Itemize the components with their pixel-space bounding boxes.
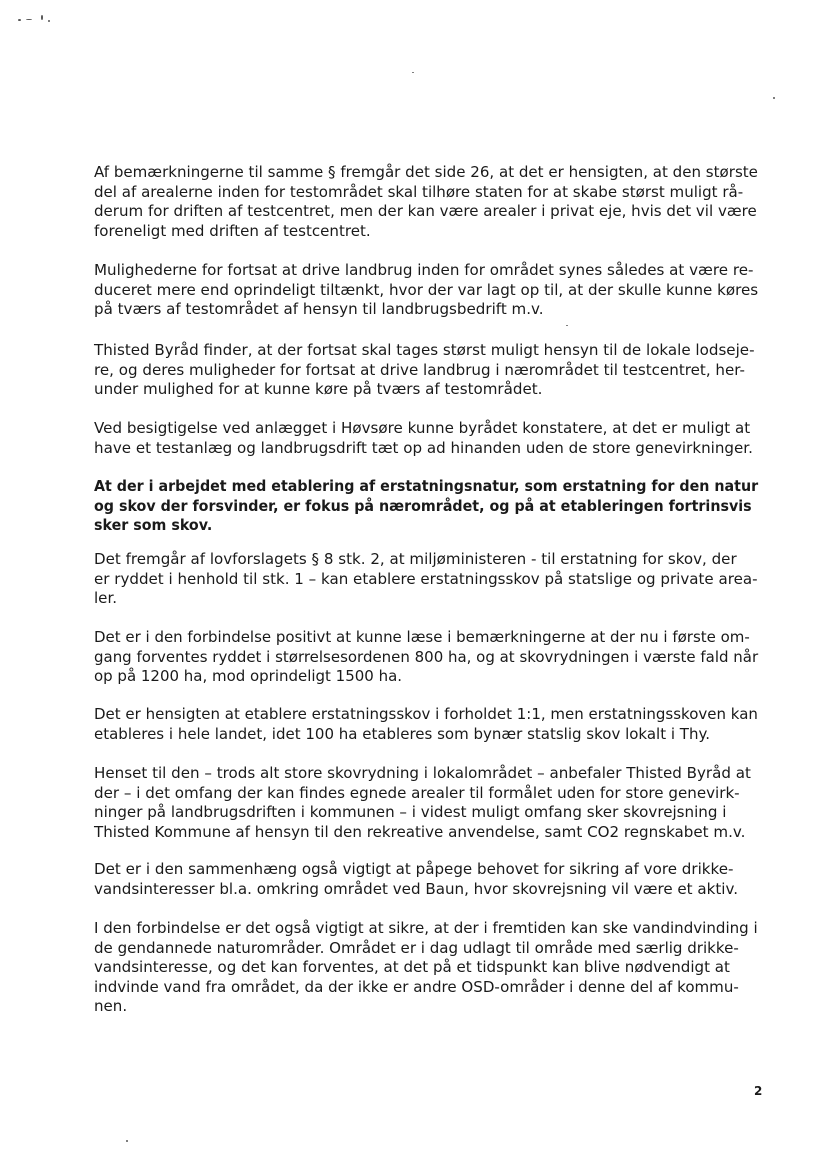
text-line: de gendannede naturområder. Området er i dag udlagt til område med særlig drikke- bbox=[94, 938, 739, 957]
paragraph bbox=[94, 261, 758, 320]
text-line: duceret mere end oprindeligt tiltænkt, hvor der var lagt op til, at der skulle kunne køres bbox=[94, 280, 759, 299]
text-line: er ryddet i henhold til stk. 1 – kan etablere erstatningsskov på statslige og private area- bbox=[94, 569, 758, 588]
text-line: under mulighed for at kunne køre på tværs af testområdet. bbox=[94, 380, 543, 399]
text-line: og skov der forsvinder, er fokus på nærområdet, og på at etableringen fortrinsvis bbox=[94, 496, 752, 515]
text-line: nen. bbox=[94, 997, 128, 1016]
paragraph bbox=[94, 341, 755, 400]
text-line: Det fremgår af lovforslagets § 8 stk. 2, at miljøministeren - til erstatning for skov, der bbox=[94, 550, 737, 568]
paragraph bbox=[94, 705, 762, 744]
text-line: op på 1200 ha, mod oprindeligt 1500 ha. bbox=[94, 667, 403, 686]
text-line: del af arealerne inden for testområdet skal tilhøre staten for at skabe størst muligt rå- bbox=[94, 182, 744, 201]
scan-speck bbox=[18, 19, 21, 21]
page-number: 2 bbox=[754, 1084, 763, 1098]
text-line: At der i arbejdet med etablering af erstatningsnatur, som erstatning for den natur bbox=[94, 477, 759, 495]
text-line: foreneligt med driften af testcentret. bbox=[94, 221, 371, 240]
text-line: Ved besigtigelse ved anlægget i Høvsøre kunne byrådet konstatere, at det er muligt at bbox=[94, 419, 751, 437]
text-line: gang forventes ryddet i størrelsesordenen 800 ha, og at skovrydningen i værste fald når bbox=[94, 647, 759, 666]
text-line: Henset til den – trods alt store skovrydning i lokalområdet – anbefaler Thisted Byråd at bbox=[94, 764, 751, 782]
paragraph bbox=[94, 628, 763, 687]
text-line: Af bemærkningerne til samme § fremgår det side 26, at det er hensigten, at den største bbox=[94, 163, 758, 181]
paragraph bbox=[94, 419, 753, 458]
text-line: ninger på landbrugsdriften i kommunen – i videst muligt omfang sker skovrejsning i bbox=[94, 803, 727, 822]
text-line: I den forbindelse er det også vigtigt at sikre, at der i fremtiden kan ske vandindvinding i bbox=[94, 919, 758, 937]
text-line: Det er i den forbindelse positivt at kunne læse i bemærkningerne at der nu i første om- bbox=[94, 628, 750, 646]
text-line: på tværs af testområdet af hensyn til landbrugsbedrift m.v. bbox=[94, 300, 544, 319]
text-line: vandsinteresser bl.a. omkring området ved Baun, hvor skovrejsning vil være et aktiv. bbox=[94, 879, 739, 898]
text-line: derum for driften af testcentret, men der kan være arealer i privat eje, hvis det vil være bbox=[94, 202, 757, 221]
text-line: ler. bbox=[94, 589, 118, 608]
paragraph bbox=[94, 764, 751, 842]
scan-speck bbox=[412, 72, 414, 73]
text-line: Thisted Byråd finder, at der fortsat skal tages størst muligt hensyn til de lokale lodseje- bbox=[94, 341, 755, 359]
scan-speck bbox=[566, 325, 568, 326]
text-line: Det er hensigten at etablere erstatningsskov i forholdet 1:1, men erstatningsskoven kan bbox=[94, 705, 758, 723]
bold-paragraph bbox=[94, 477, 797, 536]
text-line: der – i det omfang der kan findes egnede arealer til formålet uden for store genevirk- bbox=[94, 783, 740, 802]
paragraph bbox=[94, 860, 738, 899]
paragraph bbox=[94, 550, 759, 609]
scan-speck bbox=[48, 20, 50, 22]
text-line: vandsinteresse, og det kan forventes, at det på et tidspunkt kan blive nødvendigt at bbox=[94, 958, 730, 977]
text-line: etableres i hele landet, idet 100 ha etableres som bynær statslig skov lokalt i Thy. bbox=[94, 724, 711, 743]
text-line: Mulighederne for fortsat at drive landbrug inden for området synes således at være re- bbox=[94, 261, 754, 279]
scan-speck bbox=[126, 1140, 128, 1142]
text-line: sker som skov. bbox=[94, 516, 213, 535]
text-line: re, og deres muligheder for fortsat at drive landbrug i nærområdet til testcentret, her- bbox=[94, 360, 745, 379]
text-line: indvinde vand fra området, da der ikke er andre OSD-områder i denne del af kommu- bbox=[94, 977, 739, 996]
scan-speck bbox=[773, 97, 775, 99]
scan-speck bbox=[26, 19, 32, 20]
paragraph bbox=[94, 163, 760, 241]
text-line: Det er i den sammenhæng også vigtigt at påpege behovet for sikring af vore drikke- bbox=[94, 860, 734, 878]
text-line: Thisted Kommune af hensyn til den rekreative anvendelse, samt CO2 regnskabet m.v. bbox=[94, 822, 746, 841]
scan-speck bbox=[41, 15, 43, 20]
text-line: have et testanlæg og landbrugsdrift tæt op ad hinanden uden de store genevirkninger. bbox=[94, 438, 753, 457]
paragraph bbox=[94, 919, 760, 1017]
